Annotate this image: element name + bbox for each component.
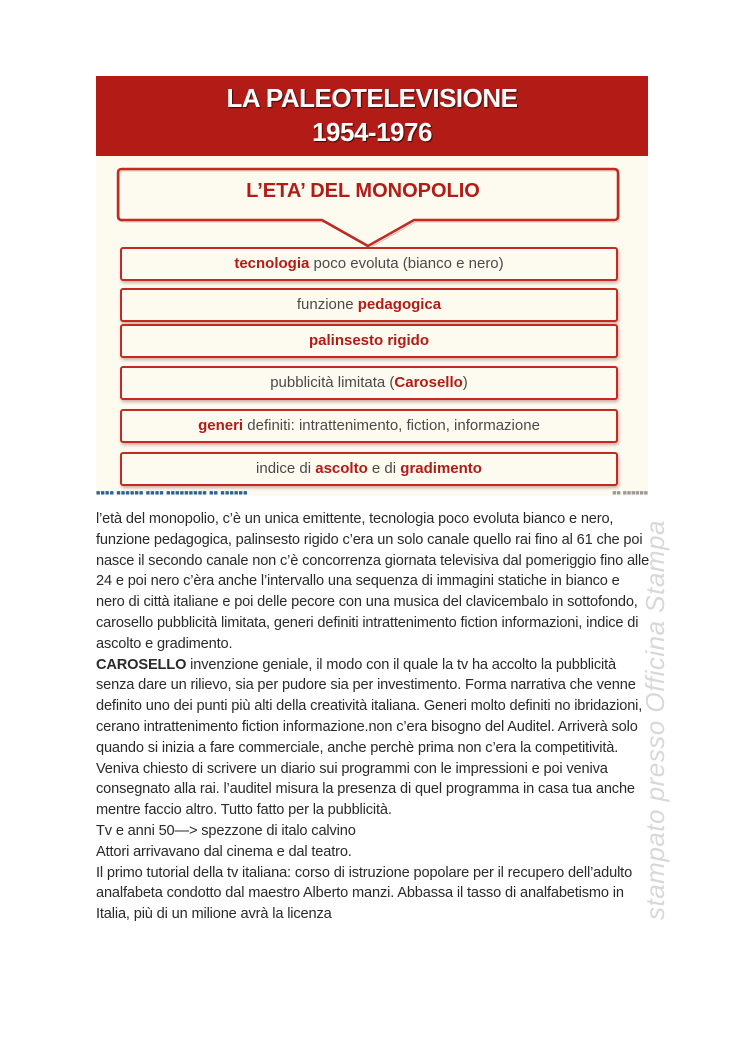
slide-item-highlight: ascolto (315, 460, 368, 477)
notes-keyword: CAROSELLO (96, 656, 187, 673)
notes-line: Tv e anni 50—> spezzone di italo calvino (96, 822, 356, 839)
slide-cropped-caption: ■■■■ ■■■■■■ ■■■■ ■■■■■■■■■ ■■ ■■■■■■ ■■ ■■■■■■ (96, 490, 648, 497)
slide-item-highlight: pedagogica (357, 296, 442, 313)
slide-item-text: funzione (296, 296, 358, 313)
slide-title: LA PALEOTELEVISIONE (226, 83, 518, 113)
slide-item-text: indice di (256, 460, 316, 477)
slide-years: 1954-1976 (312, 117, 432, 147)
watermark: stampato presso Officina Stampa (640, 520, 670, 920)
slide-item-text: poco evoluta (bianco e nero) (309, 255, 504, 272)
slide-item-generi (120, 409, 618, 443)
slide-item-indice (120, 452, 618, 486)
slide-item-text: ) (462, 374, 468, 391)
slide-item-text: pubblicità limitata ( (270, 374, 395, 391)
slide-item-text: e di (367, 460, 401, 477)
notes-paragraph: Il primo tutorial della tv italiana: corso di istruzione popolare per il recupero dell’adulto analfabeta condotto dal maestro Alberto manzi. Abbassa il tasso di analfabetismo in Italia, più di un milione avrà la licenza (96, 864, 633, 923)
slide-subtitle: L’ETA’ DEL MONOPOLIO (246, 180, 480, 202)
slide-item-text: definiti: intrattenimento, fiction, informazione (243, 417, 540, 434)
notes-paragraph: l’età del monopolio, c’è un unica emittente, tecnologia poco evoluta bianco e nero, funzione pedagogica, palinsesto rigido c’era un solo canale quello rai fino al 61 che poi nasce il secondo canale non c’è concorrenza giornata televisiva dal pomeriggio fino alle 24 e poi nero c’èra anche l’intervallo una sequenza di immagini statiche in bianco e nero di città italiane e poi delle pecore con una musica del clavicembalo in sottofondo, carosello pubblicità limitata, generi definiti intrattenimento fiction informazioni, indice di ascolto e gradimento. (96, 511, 650, 652)
notes-line: Attori arrivavano dal cinema e dal teatro. (96, 843, 352, 860)
notes-body (96, 509, 652, 925)
notes-paragraph: CAROSELLO invenzione geniale, il modo con il quale la tv ha accolto la pubblicità senza dare un rilievo, sia per pudore sia per investimento. Forma narrativa che venne definito uno dei punti più alti della creatività italiana. Generi molto definiti no ibridazioni, cerano intrattenimento fiction informazione.non c’era bisogno del Auditel. Arriverà solo quando si inizia a fare commerciale, anche perchè prima non c’era la competitività. Veniva chiesto di scrivere un diario sui programmi con le impressioni e poi veniva consegnato alla rai. l’auditel misura la presenza di quel programma in casa tua anche mentre faccio altro. Tutto fatto per la pubblicità. (96, 656, 643, 819)
slide-item-palinsesto (120, 324, 618, 358)
slide-image (96, 76, 648, 496)
slide-item-pubblicita (120, 366, 618, 400)
slide-item-highlight: tecnologia (234, 255, 310, 272)
slide-item-funzione (120, 288, 618, 322)
slide-item-tecnologia (120, 247, 618, 281)
slide-item-highlight: palinsesto rigido (308, 332, 429, 349)
slide-item-highlight: generi (198, 417, 244, 434)
callout-arrow-box (96, 76, 648, 256)
slide-item-highlight: Carosello (394, 374, 463, 391)
slide-item-highlight: gradimento (400, 460, 482, 477)
